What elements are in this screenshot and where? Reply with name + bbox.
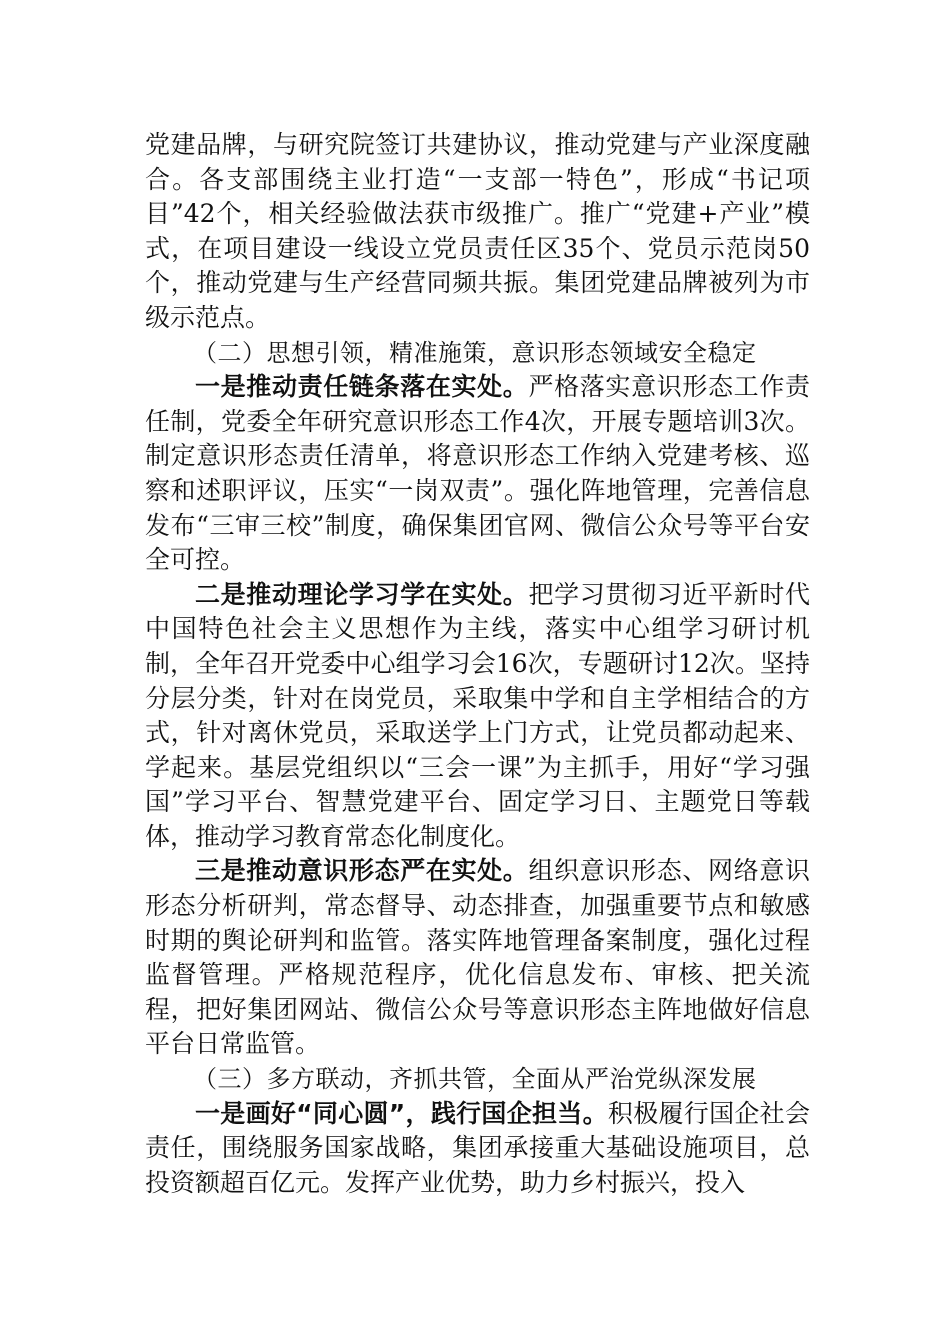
section-heading-governance: （三）多方联动，齐抓共管，全面从严治党纵深发展 <box>193 1065 757 1094</box>
section-heading-ideology: （二）思想引领，精准施策，意识形态领域安全稳定 <box>193 338 757 367</box>
lead-concentric-circle: 一是画好“同心圆”，践行国企担当。 <box>195 1098 608 1128</box>
lead-responsibility-chain: 一是推动责任链条落在实处。 <box>195 372 529 402</box>
paragraph-concentric-circle <box>145 1097 810 1201</box>
paragraph-party-brand: 党建品牌，与研究院签订共建协议，推动党建与产业深度融合。各支部围绕主业打造“一支部一特色”，形成“书记项目”42个，相关经验做法获市级推广。推广“党建+产业”模式，在项目建设一线设立党员责任区35个、党员示范岗50个，推动党建与生产经营同频共振。集团党建品牌被列为市级示范点。 <box>145 130 810 332</box>
paragraph-responsibility-chain <box>145 370 810 578</box>
body-responsibility-chain: 严格落实意识形态工作责任制，党委全年研究意识形态工作4次，开展专题培训3次。制定意识形态责任清单，将意识形态工作纳入党建考核、巡察和述职评议，压实“一岗双责”。强化阵地管理，完善信息发布“三审三校”制度，确保集团官网、微信公众号等平台安全可控。 <box>145 372 810 575</box>
paragraph-ideology-strict <box>145 854 810 1062</box>
body-ideology-strict: 组织意识形态、网络意识形态分析研判，常态督导、动态排查，加强重要节点和敏感时期的舆论研判和监管。落实阵地管理备案制度，强化过程监督管理。严格规范程序，优化信息发布、审核、把关流程，把好集团网站、微信公众号等意识形态主阵地做好信息平台日常监管。 <box>145 856 810 1059</box>
document-page <box>145 128 810 1200</box>
body-theory-study: 把学习贯彻习近平新时代中国特色社会主义思想作为主线，落实中心组学习研讨机制，全年召开党委中心组学习会16次，专题研讨12次。坚持分层分类，针对在岗党员，采取集中学和自主学相结合的方式，针对离休党员，采取送学上门方式，让党员都动起来、学起来。基层党组织以“三会一课”为主抓手，用好“学习强国”学习平台、智慧党建平台、固定学习日、主题党日等载体，推动学习教育常态化制度化。 <box>145 579 810 851</box>
paragraph-theory-study <box>145 578 810 855</box>
body-concentric-circle: 积极履行国企社会责任，围绕服务国家战略，集团承接重大基础设施项目，总投资额超百亿元。发挥产业优势，助力乡村振兴，投入 <box>145 1098 810 1197</box>
lead-theory-study: 二是推动理论学习学在实处。 <box>195 579 529 609</box>
lead-ideology-strict: 三是推动意识形态严在实处。 <box>195 856 529 886</box>
